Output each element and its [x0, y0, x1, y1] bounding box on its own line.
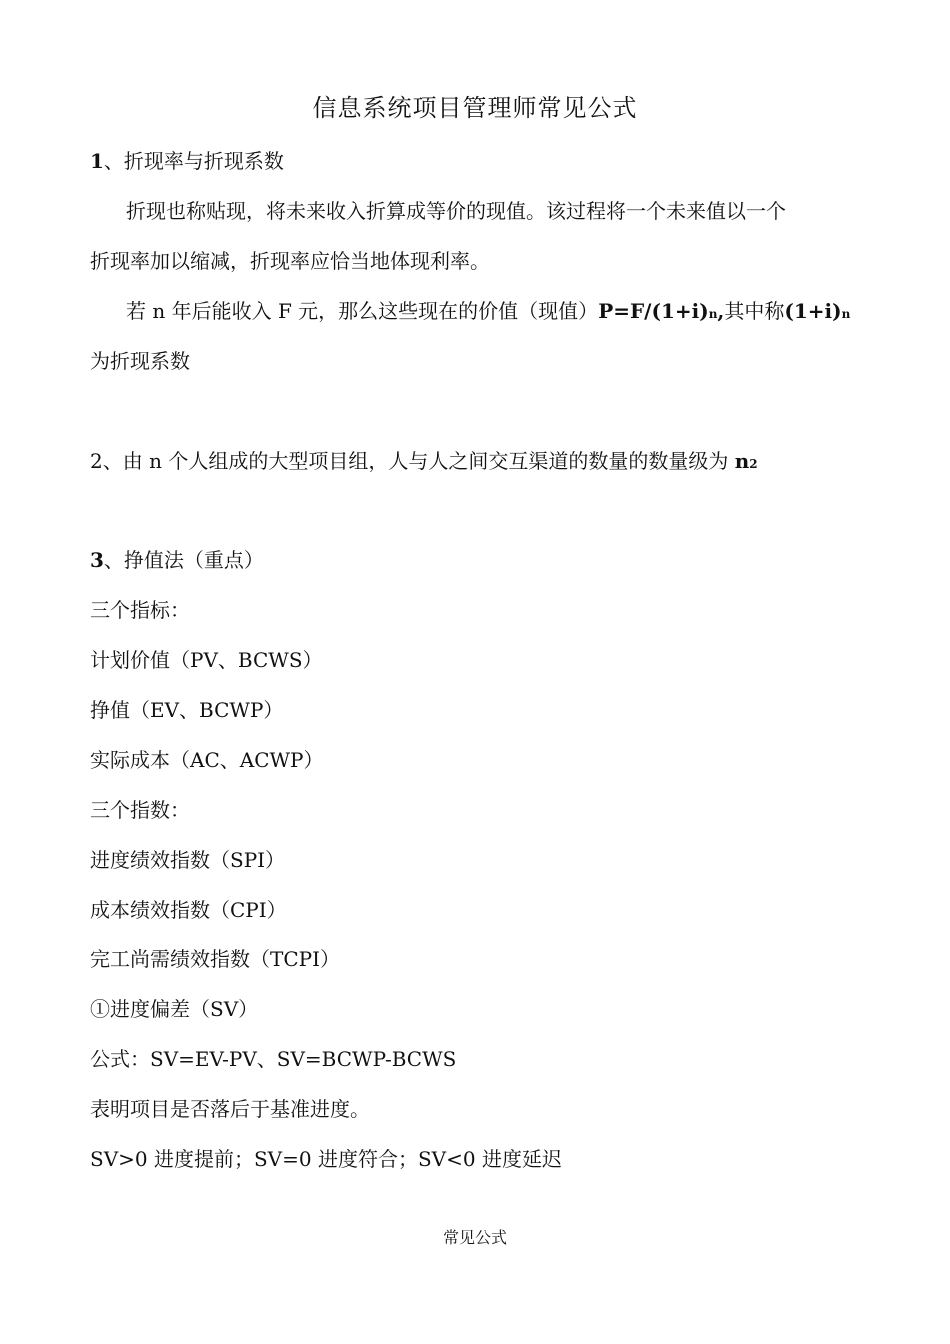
formula-comma: ,	[717, 299, 725, 323]
paragraph-2-middle: 其中称	[724, 299, 785, 323]
discount-factor-exponent-n: n	[841, 307, 851, 321]
section-3-line: 三个指标：	[90, 598, 190, 622]
section-2-text	[90, 446, 870, 479]
formula-exponent-n: n	[708, 307, 718, 321]
section-3-line: 实际成本（AC、ACWP）	[90, 748, 324, 772]
page-footer: 常见公式	[442, 1228, 507, 1247]
channel-count-formula: n	[734, 449, 750, 473]
section-3-line: 公式：SV=EV-PV、SV=BCWP-BCWS	[90, 1047, 457, 1071]
paragraph-2-prefix: 若 n 年后能收入 F 元，那么这些现在的价值（现值）	[126, 299, 599, 323]
section-1-paragraph-1-line-2: 折现率加以缩减，折现率应恰当地体现利率。	[90, 249, 490, 273]
section-3-line: 挣值（EV、BCWP）	[90, 698, 284, 722]
section-1-paragraph-1-line-1: 折现也称贴现，将未来收入折算成等价的现值。该过程将一个未来值以一个	[126, 199, 786, 223]
section-1-number: 1	[90, 149, 104, 173]
section-3-line: 完工尚需绩效指数（TCPI）	[90, 947, 340, 971]
section-3-line: 成本绩效指数（CPI）	[90, 898, 287, 922]
section-3-number: 3	[90, 548, 104, 572]
section-1-paragraph-2-line-1	[126, 296, 906, 329]
section-3-line: 计划价值（PV、BCWS）	[90, 648, 323, 672]
section-3-line: 进度绩效指数（SPI）	[90, 848, 286, 872]
section-3-line: 表明项目是否落后于基准进度。	[90, 1097, 370, 1121]
channel-count-exponent: 2	[749, 457, 758, 471]
section-1-heading	[90, 146, 870, 176]
page-title: 信息系统项目管理师常见公式	[312, 94, 638, 122]
section-3-line: 三个指数：	[90, 798, 190, 822]
section-1-heading-text: 、折现率与折现系数	[103, 149, 284, 173]
section-3-line: ①进度偏差（SV）	[90, 997, 259, 1021]
section-3-heading-text: 、挣值法（重点）	[103, 548, 264, 572]
section-1-paragraph-2-line-2: 为折现系数	[90, 349, 190, 373]
section-3-line: SV>0 进度提前；SV=0 进度符合；SV<0 进度延迟	[90, 1147, 562, 1171]
present-value-formula: P=F/(1+i)	[598, 299, 709, 323]
discount-factor-formula: (1+i)	[784, 299, 842, 323]
section-3-heading	[90, 545, 870, 575]
section-2-sentence: 2、由 n 个人组成的大型项目组，人与人之间交互渠道的数量的数量级为	[90, 449, 735, 473]
